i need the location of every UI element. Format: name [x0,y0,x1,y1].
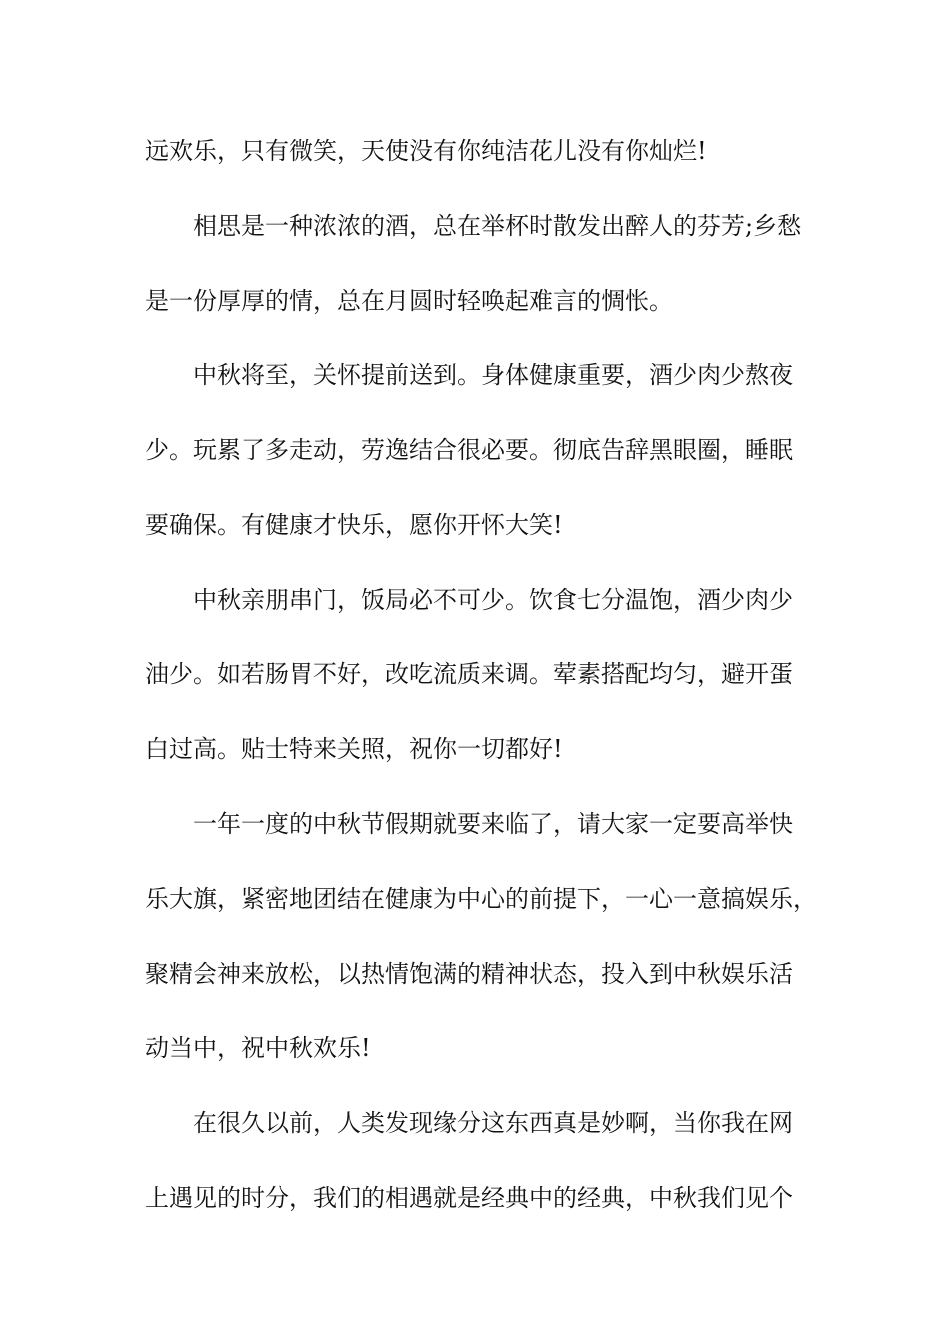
paragraph-first-line: 中秋亲朋串门，饭局必不可少。饮食七分温饱，酒少肉少 [193,586,793,614]
paragraph-first-line: 在很久以前，人类发现缘分这东西真是妙啊，当你我在网 [193,1109,793,1137]
text-line: 动当中，祝中秋欢乐! [145,1034,371,1062]
text-line: 聚精会神来放松，以热情饱满的精神状态，投入到中秋娱乐活 [145,960,793,988]
text-line: 要确保。有健康才快乐，愿你开怀大笑! [145,511,563,539]
paragraph-first-line: 相思是一种浓浓的酒，总在举杯时散发出醉人的芬芳;乡愁 [193,212,802,240]
text-line: 上遇见的时分，我们的相遇就是经典中的经典，中秋我们见个 [145,1184,793,1212]
text-line: 乐大旗，紧密地团结在健康为中心的前提下，一心一意搞娱乐， [145,885,817,913]
text-line: 油少。如若肠胃不好，改吃流质来调。荤素搭配均匀，避开蛋 [145,660,793,688]
text-line: 远欢乐，只有微笑，天使没有你纯洁花儿没有你灿烂! [145,137,707,165]
text-line: 是一份厚厚的情，总在月圆时轻唤起难言的惆怅。 [145,287,673,315]
text-line: 少。玩累了多走动，劳逸结合很必要。彻底告辞黑眼圈，睡眠 [145,436,793,464]
text-line: 白过高。贴士特来关照，祝你一切都好! [145,735,563,763]
paragraph-first-line: 中秋将至，关怀提前送到。身体健康重要，酒少肉少熬夜 [193,361,793,389]
paragraph-first-line: 一年一度的中秋节假期就要来临了，请大家一定要高举快 [193,810,793,838]
